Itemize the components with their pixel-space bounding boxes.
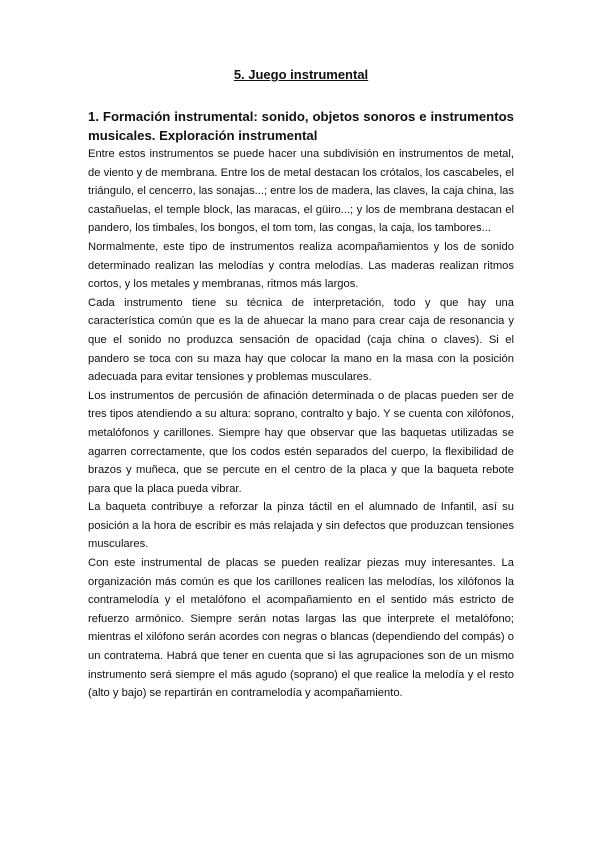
section-heading: 1. Formación instrumental: sonido, objetos sonoros e instrumentos musicales. Exploración instrumental <box>88 109 514 143</box>
paragraph-plate-instrument-pieces: Con este instrumental de placas se pueden realizar piezas muy interesantes. La organización más común es que los carillones realicen las melodías, los xilófonos la contramelodía y el metalófono el acompañamiento en el sentido más estricto de refuerzo armónico. Siempre serán notas largas las que interprete el metalófono; mientras el xilófono serán acordes con negras o blancas (dependiendo del compás) o un contratema. Habrá que tener en cuenta que si las agrupaciones son de un mismo instrumento será siempre el más agudo (soprano) el que realice la melodía y el resto (alto y bajo) se repartirán en contramelodía y acompañamiento. <box>88 557 514 700</box>
document-page <box>88 66 514 703</box>
document-title: 5. Juego instrumental <box>233 67 369 82</box>
paragraph-interpretation-technique: Cada instrumento tiene su técnica de interpretación, todo y que hay una característica común que es la de ahuecar la mano para crear caja de resonancia y que el sonido no produzca sensación de opacidad (caja china o claves). Si el pandero se toca con su maza hay que colocar la mano en la masa con la posición adecuada para evitar tensiones y problemas musculares. <box>88 296 514 384</box>
paragraph-mallet-grip: La baqueta contribuye a reforzar la pinza táctil en el alumnado de Infantil, así su posición a la hora de escribir es más relajada y sin defectos que produzcan tensiones musculares. <box>88 501 514 551</box>
paragraph-instrument-subdivision: Entre estos instrumentos se puede hacer una subdivisión en instrumentos de metal, de viento y de membrana. Entre los de metal destacan los crótalos, los cascabeles, el triángulo, el cencerro, las sonajas...; entre los de madera, las claves, la caja china, las castañuelas, el temple block, las maracas, el güiro...; y los de membrana destacan el pandero, los timbales, los bongos, el tom tom, las congas, la caja, los tambores... <box>88 148 514 235</box>
paragraph-accompaniment-role: Normalmente, este tipo de instrumentos realiza acompañamientos y los de sonido determinado realizan las melodías y contra melodías. Las maderas realizan ritmos cortos, y los metales y membranas, ritmos más largos. <box>88 240 514 291</box>
paragraph-tuned-percussion: Los instrumentos de percusión de afinación determinada o de placas pueden ser de tres tipos atendiendo a su altura: soprano, contralto y bajo. Y se cuenta con xilófonos, metalófonos y carillones. Siempre hay que observar que las baquetas utilizadas se agarren correctamente, que los codos estén separados del cuerpo, la flexibilidad de brazos y muñeca, que se percute en el centro de la placa y que la baqueta rebote para que la placa pueda vibrar. <box>88 389 514 495</box>
